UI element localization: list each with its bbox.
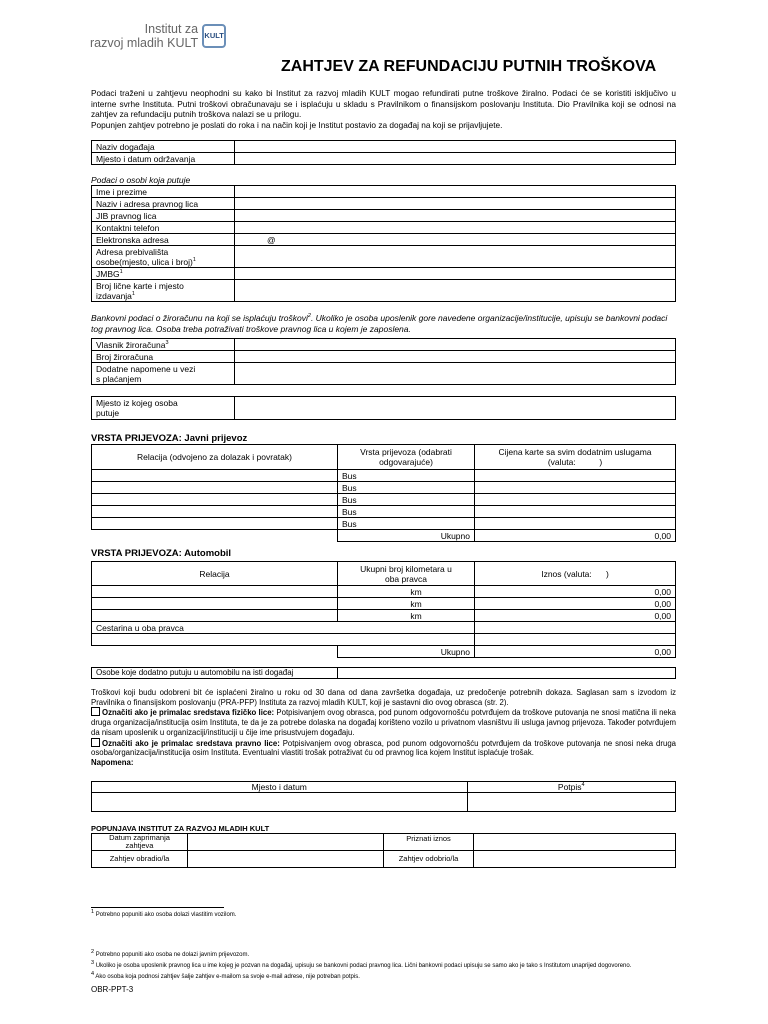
car-km-cell[interactable]: [338, 586, 475, 598]
footnote-3-text: Ukoliko je osoba uposlenik pravnog lica u ime kojeg je pozvan na događaj, upisuju se bankovni podaci pravnog lica. Lični bankovni podaci upisuju se samo ako je tako s Institutom unaprijed dogovoreno.: [94, 963, 632, 969]
id-card-field[interactable]: [235, 280, 676, 302]
processed-by-field[interactable]: [188, 851, 384, 868]
address-label: [92, 246, 235, 268]
table-row: [92, 518, 676, 530]
footnote-2-number: 2: [91, 949, 95, 955]
table-row: [92, 470, 676, 482]
address-footnote-ref: 1: [192, 256, 196, 263]
table-row: [92, 598, 676, 610]
pt-type-header: [338, 445, 475, 470]
declaration-intro: Troškovi koji budu odobreni bit će isplaćeni žiralno u roku od 30 dana od dana završetka događaja, uz predočenje potrebnih dokaza. Saglasan sam s izvodom iz Pravilnika o finansijskom poslovanju (PRA-PFP) Instituta za razvoj mladih KULT, koji je sastavni dio ovog obrasca (str. 2).: [91, 688, 676, 707]
pt-total-row: [92, 530, 676, 542]
table-row: [92, 494, 676, 506]
table-row: [92, 610, 676, 622]
footnote-3-number: 3: [91, 960, 95, 966]
car-total-label: Ukupno: [338, 646, 475, 658]
full-name-label: Ime i prezime: [92, 186, 235, 198]
toll-amount-cell[interactable]: [475, 622, 676, 634]
intro-text-2: Popunjen zahtjev potrebno je poslati do roka i na način koji je Institut postavio za događaj na koji se prijavljujete.: [91, 119, 503, 130]
event-place-date-label: Mjesto i datum održavanja: [92, 153, 235, 165]
passengers-field[interactable]: [338, 668, 676, 679]
footnote-divider: [91, 907, 224, 908]
bank-table: [91, 338, 676, 385]
natural-person-label: Označiti ako je primalac sredstava fizičko lice:: [102, 708, 275, 718]
processed-by-label: Zahtjev obradio/la: [92, 851, 188, 868]
footnote-4-text: Ako osoba koja podnosi zahtjev šalje zahtjev e-mailom sa svoje e-mail adrese, nije potreban potpis.: [94, 974, 360, 980]
bank-note-footnote-ref: 2: [307, 313, 311, 320]
natural-person-checkbox[interactable]: [91, 707, 100, 716]
pt-price-cell[interactable]: [475, 506, 676, 518]
address-label-line-2: osobe(mjesto, ulica i broj): [96, 256, 193, 267]
car-relation-header: Relacija: [92, 562, 338, 586]
address-field[interactable]: [235, 246, 676, 268]
phone-field[interactable]: [235, 222, 676, 234]
km-unit: km: [410, 610, 422, 621]
place-date-field[interactable]: [92, 793, 468, 812]
pt-price-header-line-1: Cijena karte sa svim dodatnim uslugama: [498, 447, 652, 457]
received-date-field[interactable]: [188, 834, 384, 851]
email-at-sign: @: [267, 234, 276, 245]
footnote-4-number: 4: [91, 971, 95, 977]
car-extra-cell[interactable]: [92, 634, 475, 646]
bank-note-text-b: . Ukoliko je osoba uposlenik gore navedene organizacije/institucije, upisuju se bankovni podaci tog pravnog lica. Osoba treba potraživati troškove pravnog lica u kojem je zaposlena.: [91, 313, 668, 334]
form-title: ZAHTJEV ZA REFUNDACIJU PUTNIH TROŠKOVA: [281, 58, 657, 75]
full-name-field[interactable]: [235, 186, 676, 198]
bank-note-text-a: Bankovni podaci o žiroračunu na koji se isplaćuju troškovi: [91, 313, 308, 323]
pt-relation-cell[interactable]: [92, 482, 338, 494]
car-km-header: [338, 562, 475, 586]
car-amount-cell: 0,00: [475, 598, 676, 610]
event-table: [91, 140, 676, 165]
institute-heading: POPUNJAVA INSTITUT ZA RAZVOJ MLADIH KULT: [91, 824, 270, 833]
pt-relation-cell[interactable]: [92, 494, 338, 506]
pt-price-cell[interactable]: [475, 518, 676, 530]
pt-type-select[interactable]: Bus: [338, 506, 475, 518]
footnote-2: [91, 951, 249, 959]
table-row: [92, 586, 676, 598]
note-label: Napomena:: [91, 757, 134, 767]
payment-notes-field[interactable]: [235, 363, 676, 385]
event-name-label: Naziv događaja: [92, 141, 235, 153]
intro-text-1: Podaci traženi u zahtjevu neophodni su kako bi Institut za razvoj mladih KULT mogao refundirati putne troškove žiralno. Podaci će se koristiti isključivo u interne svrhe Instituta. Putni troškovi obračunavaju se i isplaćuju u skladu s Pravilnikom o finansijskom poslovanju Instituta. Dio Pravilnika koji se odnosi na zahtjev za refundaciju putnih troškova nalazi se u prilogu.: [91, 88, 676, 119]
received-date-label: [92, 834, 188, 851]
payment-notes-line-1: Dodatne napomene u vezi: [96, 363, 196, 374]
phone-label: Kontaktni telefon: [92, 222, 235, 234]
account-holder-field[interactable]: [235, 339, 676, 351]
km-unit: km: [410, 586, 422, 597]
account-holder-text: Vlasnik žiroračuna: [96, 339, 166, 350]
legal-entity-field[interactable]: [235, 198, 676, 210]
id-card-label-line-2: izdavanja: [96, 290, 132, 301]
pt-type-select[interactable]: Bus: [338, 494, 475, 506]
jib-field[interactable]: [235, 210, 676, 222]
kult-logo: [90, 22, 226, 50]
pt-type-select[interactable]: Bus: [338, 518, 475, 530]
account-holder-footnote-ref: 3: [165, 339, 169, 346]
declaration-option-legal: [91, 738, 676, 758]
jib-label: JIB pravnog lica: [92, 210, 235, 222]
car-km-cell[interactable]: [338, 610, 475, 622]
received-date-line-1: Datum zaprimanja: [109, 833, 170, 842]
legal-person-label: Označiti ako je primalac sredstava pravno lice:: [102, 738, 280, 748]
footnote-1-number: 1: [91, 909, 95, 915]
legal-entity-label: Naziv i adresa pravnog lica: [92, 198, 235, 210]
email-field[interactable]: [235, 234, 676, 246]
footnote-3: [91, 962, 681, 970]
logo-text: [90, 22, 198, 50]
received-date-line-2: zahtjeva: [125, 841, 154, 850]
table-row: [92, 634, 676, 646]
kult-badge-icon: KULT: [202, 24, 226, 48]
account-holder-label: [92, 339, 235, 351]
car-amount-cell: 0,00: [475, 586, 676, 598]
toll-row: [92, 622, 676, 634]
approved-amount-label: Priznati iznos: [384, 834, 474, 851]
car-extra-amount-cell[interactable]: [475, 634, 676, 646]
pt-price-cell[interactable]: [475, 494, 676, 506]
car-total-row: [92, 646, 676, 658]
car-table: [91, 561, 676, 658]
car-amount-header: Iznos (valuta: ): [475, 562, 676, 586]
pt-relation-cell[interactable]: [92, 506, 338, 518]
pt-relation-cell[interactable]: [92, 470, 338, 482]
pt-price-cell[interactable]: [475, 470, 676, 482]
payment-notes-line-2: s plaćanjem: [96, 373, 142, 384]
origin-label-line-1: Mjesto iz kojeg osoba: [96, 398, 178, 408]
pt-type-header-line-2: odgovarajuće): [379, 457, 433, 467]
event-place-date-field[interactable]: [235, 153, 676, 165]
place-date-header: Mjesto i datum: [92, 782, 468, 793]
person-table: [91, 185, 676, 302]
toll-label: Cestarina u oba pravca: [92, 622, 475, 634]
email-label: Elektronska adresa: [92, 234, 235, 246]
natural-person-text: Potpisivanjem ovog obrasca, pod punom odgovornošću potvrđujem da troškove putovanja ne snosi matična ili neka druga organizacija/institucija osim Instituta, te da je za potrebe dolaska na događaj korišteno vozilo u privatnom vlasništvu ili usluga javnog prijevoza. Također potvrđujem da nisam uposlenik u organizaciji/instituciji u čije ime prisustvujem događaju.: [91, 708, 676, 737]
event-name-field[interactable]: [235, 141, 676, 153]
approved-by-label: Zahtjev odobrio/la: [384, 851, 474, 868]
declaration-option-natural: [91, 707, 676, 737]
table-row: [92, 506, 676, 518]
declaration: [91, 688, 676, 768]
km-unit: km: [410, 598, 422, 609]
car-relation-cell[interactable]: [92, 598, 338, 610]
signature-field[interactable]: [467, 793, 675, 812]
signature-header: [467, 782, 675, 793]
institute-table: [91, 833, 676, 868]
car-relation-cell[interactable]: [92, 610, 338, 622]
signature-table: [91, 781, 676, 812]
signature-footnote-ref: 4: [581, 782, 585, 789]
pt-type-header-line-1: Vrsta prijevoza (odabrati: [360, 447, 452, 457]
logo-line-2: razvoj mladih KULT: [90, 36, 199, 50]
pt-type-select[interactable]: Bus: [338, 482, 475, 494]
car-km-cell[interactable]: [338, 598, 475, 610]
table-row: [92, 482, 676, 494]
legal-person-text: Potpisivanjem ovog obrasca, pod punom odgovornošću potvrđujem da troškove putovanja ne snosi neka druga osoba/organizacija/institucija osim Instituta. Eventualni vlastiti trošak potraživat ću od pravnog lica kojem Institut isplaćuje trošak.: [91, 738, 676, 758]
signature-header-text: Potpis: [557, 782, 582, 792]
id-card-label: [92, 280, 235, 302]
person-heading: Podaci o osobi koja putuje: [91, 175, 191, 185]
form-code: OBR-PPT-3: [91, 985, 134, 994]
pt-price-header: [475, 445, 676, 470]
id-card-footnote-ref: 1: [131, 290, 135, 297]
car-heading: VRSTA PRIJEVOZA: Automobil: [91, 548, 232, 559]
jmbg-footnote-ref: 1: [119, 268, 123, 275]
car-km-header-line-1: Ukupni broj kilometara u: [360, 563, 452, 574]
footnote-4: [91, 973, 360, 981]
jmbg-field[interactable]: [235, 268, 676, 280]
jmbg-label-text: JMBG: [96, 268, 120, 279]
origin-table: [91, 396, 676, 420]
origin-field[interactable]: [235, 397, 676, 420]
pt-price-cell[interactable]: [475, 482, 676, 494]
passengers-table: [91, 667, 676, 679]
address-label-line-1: Adresa prebivališta: [96, 246, 169, 257]
origin-label: [92, 397, 235, 420]
pt-total-label: Ukupno: [338, 530, 475, 542]
jmbg-label: [92, 268, 235, 280]
footnote-2-text: Potrebno popuniti ako osoba ne dolazi javnim prijevozom.: [94, 952, 250, 958]
bank-note: [91, 313, 676, 335]
approved-by-field[interactable]: [474, 851, 676, 868]
car-relation-cell[interactable]: [92, 586, 338, 598]
account-number-label: Broj žiroračuna: [92, 351, 235, 363]
car-total-spacer: [92, 646, 338, 658]
pt-price-header-line-2: (valuta: ): [547, 457, 603, 467]
footnote-1: [91, 911, 236, 919]
footnote-1-text: Potrebno popuniti ako osoba dolazi vlastitim vozilom.: [94, 912, 237, 918]
pt-type-select[interactable]: Bus: [338, 470, 475, 482]
approved-amount-field[interactable]: [474, 834, 676, 851]
passengers-label: Osobe koje dodatno putuju u automobilu na isti događaj: [92, 668, 338, 679]
id-card-label-line-1: Broj lične karte i mjesto: [96, 280, 184, 291]
pt-total-spacer: [92, 530, 338, 542]
car-km-header-line-2: oba pravca: [384, 573, 428, 584]
pt-relation-header: Relacija (odvojeno za dolazak i povratak): [92, 445, 338, 470]
pt-relation-cell[interactable]: [92, 518, 338, 530]
car-total-value: 0,00: [475, 646, 676, 658]
account-number-field[interactable]: [235, 351, 676, 363]
public-transport-table: [91, 444, 676, 542]
legal-person-checkbox[interactable]: [91, 738, 100, 747]
origin-label-line-2: putuje: [96, 408, 120, 418]
public-transport-heading: VRSTA PRIJEVOZA: Javni prijevoz: [91, 433, 248, 444]
pt-total-value: 0,00: [475, 530, 676, 542]
car-amount-cell: 0,00: [475, 610, 676, 622]
payment-notes-label: [92, 363, 235, 385]
logo-line-1: Institut za: [144, 22, 199, 36]
intro-paragraph: [91, 88, 676, 130]
